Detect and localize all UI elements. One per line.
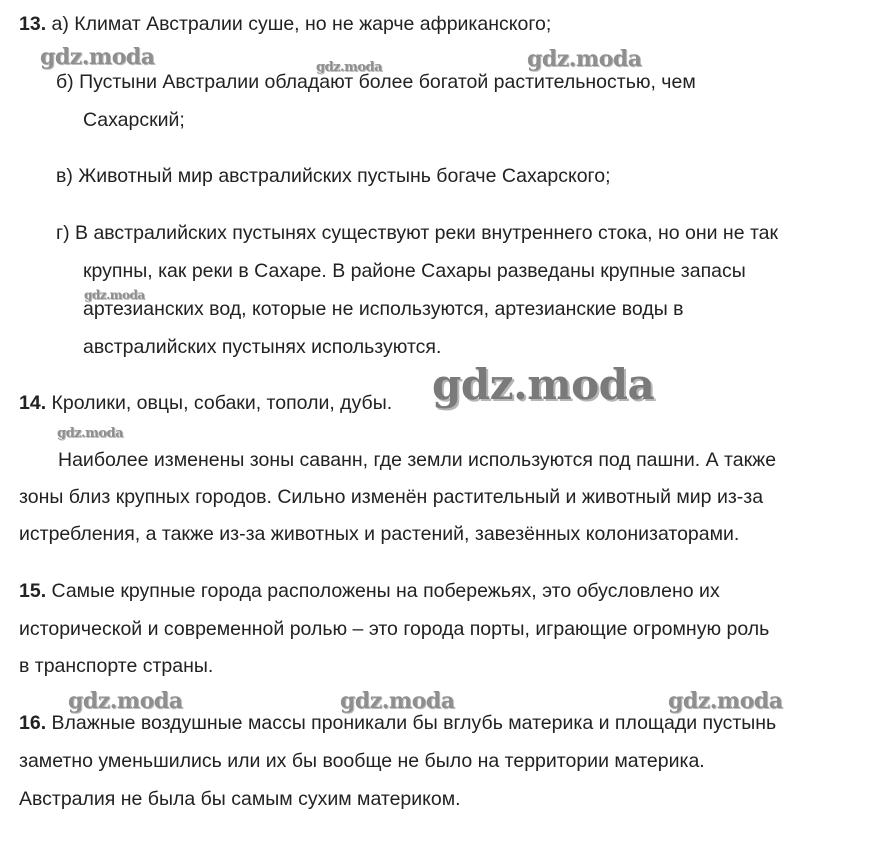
watermark-logo: gdz.moda <box>432 360 655 409</box>
watermark-logo: gdz.moda <box>40 44 155 70</box>
q15-text-3: в транспорте страны. <box>19 655 214 677</box>
q14-text-3: зоны близ крупных городов. Сильно изменён растительный и животный мир из-за <box>19 486 764 508</box>
q16-number: 16. <box>19 712 47 734</box>
q13-text-d-cont-1: крупны, как реки в Сахаре. В районе Сахары разведаны крупные запасы <box>83 260 746 282</box>
watermark-logo: gdz.moda <box>84 288 145 302</box>
q15-text-2: исторической и современной ролью – это города порты, играющие огромную роль <box>19 618 770 640</box>
watermark-logo: gdz.moda <box>340 688 455 714</box>
q13-text-b-cont: Сахарский; <box>83 109 185 131</box>
q14-text-2: Наиболее изменены зоны саванн, где земли используются под пашни. А также <box>58 449 777 471</box>
q13-text-a: а) Климат Австралии суше, но не жарче африканского; <box>51 13 552 35</box>
q16-text-3: Австралия не была бы самым сухим материком. <box>19 788 461 810</box>
q16-line-1 <box>19 711 776 735</box>
q13-text-b: б) Пустыни Австралии обладают более богатой растительностью, чем <box>56 71 696 93</box>
q13-text-c: в) Животный мир австралийских пустынь богаче Сахарского; <box>56 165 611 187</box>
q16-text-1: Влажные воздушные массы проникали бы вглубь материка и площади пустынь <box>51 712 777 734</box>
q14-number: 14. <box>19 392 47 414</box>
q15-number: 15. <box>19 580 47 602</box>
q13-text-d: г) В австралийских пустынях существуют реки внутреннего стока, но они не так <box>56 222 779 244</box>
watermark-logo: gdz.moda <box>316 60 383 75</box>
q13-number: 13. <box>19 13 47 35</box>
q15-line-1 <box>19 579 720 603</box>
q15-text-1: Самые крупные города расположены на побережьях, это обусловлено их <box>51 580 720 602</box>
watermark-logo: gdz.moda <box>527 46 642 72</box>
q14-line-1 <box>19 391 392 415</box>
q13-text-d-cont-3: австралийских пустынях используются. <box>83 336 442 358</box>
watermark-logo: gdz.moda <box>57 426 124 441</box>
q14-text-1: Кролики, овцы, собаки, тополи, дубы. <box>51 392 393 414</box>
watermark-logo: gdz.moda <box>68 688 183 714</box>
q16-text-2: заметно уменьшились или их бы вообще не было на территории материка. <box>19 750 705 772</box>
watermark-logo: gdz.moda <box>668 688 783 714</box>
q13-line-1 <box>19 12 551 36</box>
q13-text-d-cont-2: артезианских вод, которые не используются, артезианские воды в <box>83 298 684 320</box>
q14-text-4: истребления, а также из-за животных и растений, завезённых колонизаторами. <box>19 523 740 545</box>
